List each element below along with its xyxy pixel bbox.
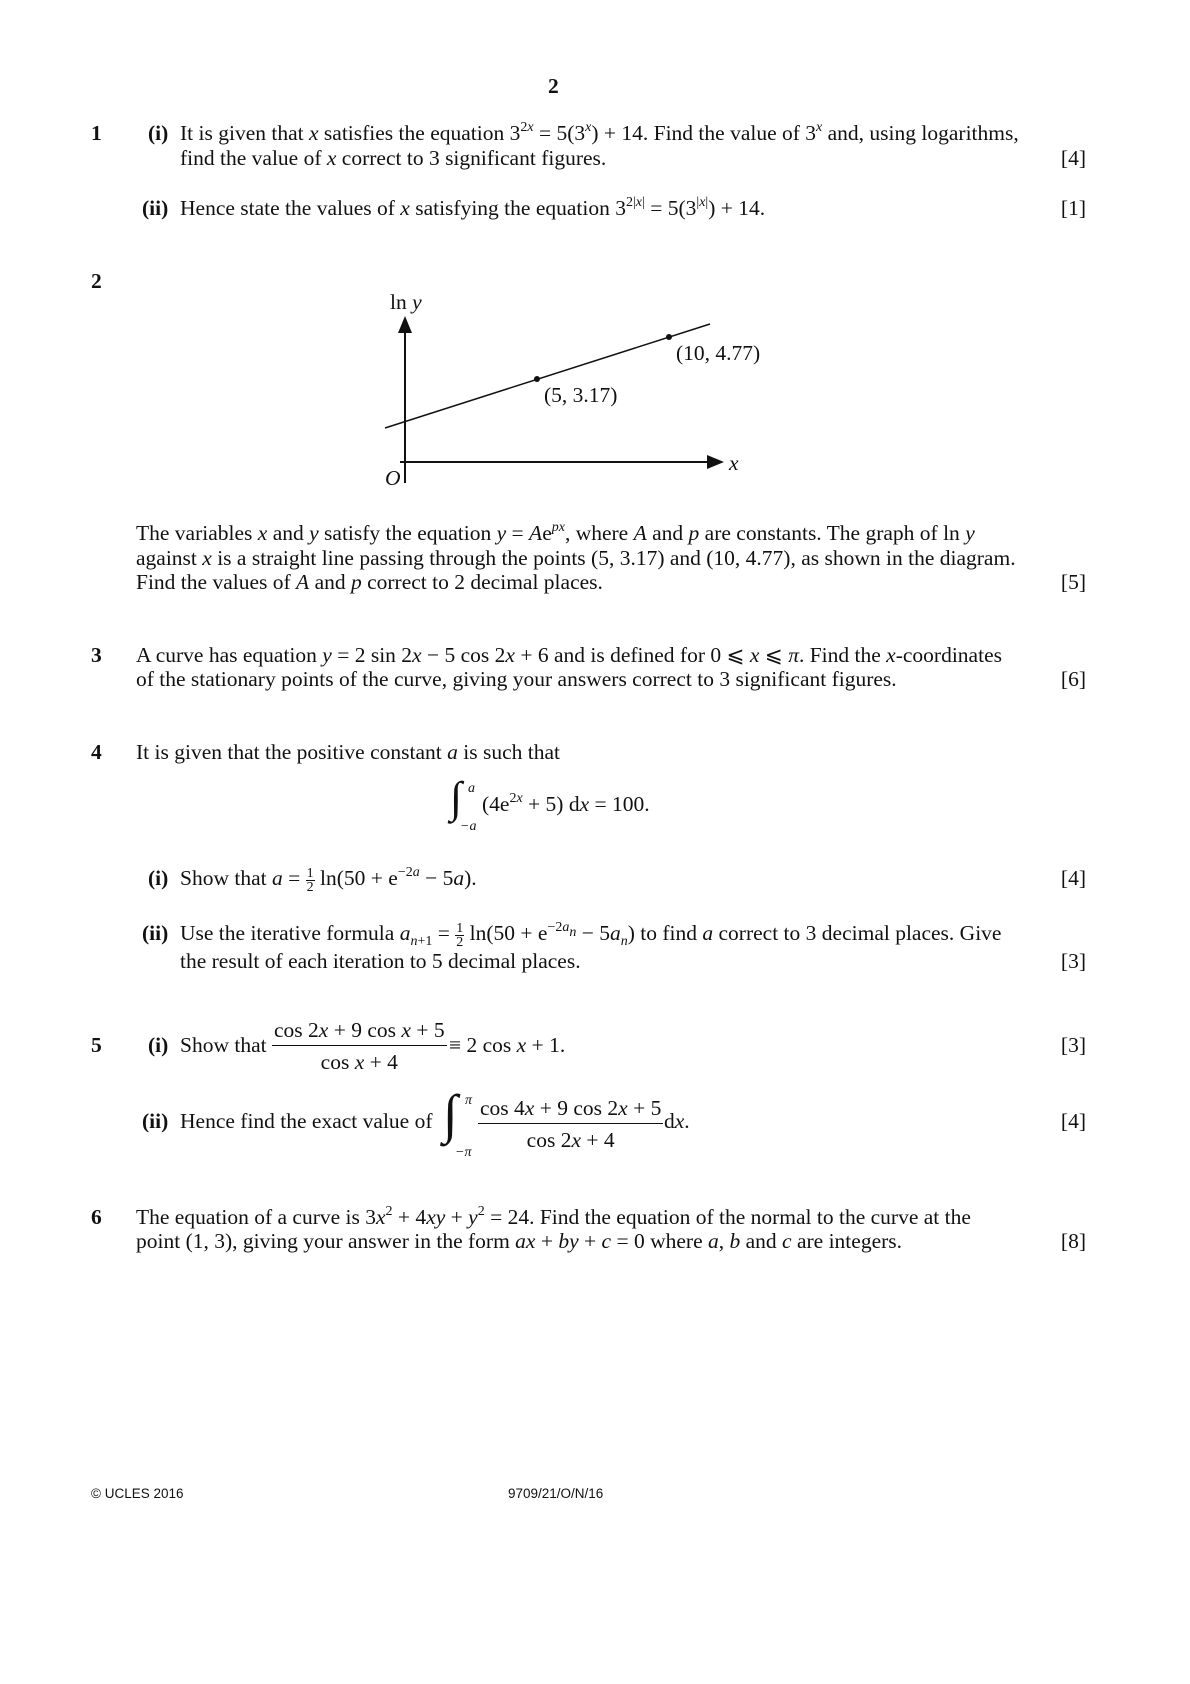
q1-part-i-marks: [4] (1060, 146, 1086, 170)
graph-point1-label: (5, 3.17) (544, 383, 618, 407)
q5-integral-upper: π (465, 1093, 473, 1108)
q6-line2: point (1, 3), giving your answer in the form ax + by + c = 0 where a, b and c are integers. (136, 1229, 903, 1253)
graph-line (385, 324, 710, 428)
q1-part-i-label: (i) (148, 121, 169, 145)
q5-part-ii-dx: dx. (664, 1109, 690, 1133)
question-number-5: 5 (91, 1033, 102, 1057)
q6-marks: [8] (1060, 1229, 1086, 1253)
q4-part-i-text: Show that a = $\frac{1}{2}$ $\ln(50 + e^{-2a} - 5a)$. (180, 865, 477, 895)
q5-part-ii-fraction: $\frac{\cos 4x + 9 \cos 2x + 5}{\cos 2x + 4}$ (480, 1096, 662, 1152)
q5-part-i-marks: [3] (1060, 1033, 1086, 1057)
q5-part-i-label: (i) (148, 1033, 169, 1057)
q2-line3: Find the values of A and p correct to 2 decimal places. (136, 570, 603, 594)
y-axis-arrow (398, 316, 412, 333)
question-number-6: 6 (91, 1205, 102, 1229)
point-5-3.17 (534, 376, 540, 382)
q1-part-ii-text: Hence state the values of x satisfying the equation $3^{2|x|} = 5(3^{|x|}) + 14$. (180, 195, 766, 220)
q5-part-ii-label: (ii) (142, 1109, 169, 1133)
q4-part-ii-marks: [3] (1060, 949, 1086, 973)
q4-part-ii-line2: the result of each iteration to 5 decimal places. (180, 949, 581, 973)
question-number-2: 2 (91, 269, 102, 293)
question-number-3: 3 (91, 643, 102, 667)
q1-part-i-line2: find the value of x correct to 3 significant figures. (180, 146, 607, 170)
q2-marks: [5] (1060, 570, 1086, 594)
page-number: 2 (548, 74, 559, 98)
q5-part-i-fraction: $\frac{\text{cos 2x + 9 cos x + 5}}{\text{cos x + 4}}$ (274, 1018, 445, 1074)
graph-point2-label: (10, 4.77) (676, 341, 761, 365)
q6-line1: The equation of a curve is $3x^2 + 4xy + y^2 = 24$. Find the equation of the normal to the curve at the (136, 1204, 971, 1229)
q1-part-ii-marks: [1] (1060, 196, 1086, 220)
q4-part-i-marks: [4] (1060, 866, 1086, 890)
question-number-1: 1 (91, 121, 102, 145)
q5-part-i-rhs: ≡ 2 cos x + 1. (449, 1033, 566, 1057)
point-10-4.77 (666, 334, 672, 340)
q5-part-i-text: Show that (180, 1033, 267, 1057)
one-half-fraction: $\frac{1}{2}$ (456, 920, 464, 950)
q1-part-i-line1: It is given that x satisfies the equation $3^{2x} = 5(3^x) + 14$. Find the value of 3$^x$ and, using logarithms, (180, 120, 1019, 145)
footer-paper-code: 9709/21/O/N/16 (508, 1486, 604, 1501)
q4-part-ii-label: (ii) (142, 921, 169, 945)
q4-integral-body: $(4e^{2x} + 5)$ dx = 100. (482, 791, 650, 816)
q5-integral-lower: −π (455, 1145, 472, 1160)
q5-part-ii-text: Hence find the exact value of (180, 1109, 433, 1133)
graph-origin-label: O (385, 466, 401, 490)
graph-y-axis-label: ln y (390, 290, 422, 314)
q4-part-i-label: (i) (148, 866, 169, 890)
q2-line1: The variables x and y satisfy the equation $y = Ae^{px}$, where A and p are constants. The graph of ln y (136, 520, 975, 545)
q3-line1: A curve has equation y = 2 sin 2x − 5 cos 2x + 6 and is defined for 0 ⩽ x ⩽ π. Find the x-coordinates (136, 643, 1002, 667)
q1-part-ii-label: (ii) (142, 196, 169, 220)
q5-part-ii-marks: [4] (1060, 1109, 1086, 1133)
one-half-fraction: $\frac{1}{2}$ (306, 865, 314, 895)
q4-integral-lower: −a (460, 819, 477, 834)
q5-integral-sign: ∫ (443, 1084, 458, 1144)
x-axis-arrow (707, 455, 724, 469)
q4-intro: It is given that the positive constant a is such that (136, 740, 560, 764)
q2-line2: against x is a straight line passing through the points (5, 3.17) and (10, 4.77), as shown in the diagram. (136, 546, 1016, 570)
question-number-4: 4 (91, 740, 102, 764)
q3-marks: [6] (1060, 667, 1086, 691)
graph-x-axis-label: x (729, 451, 739, 475)
footer-copyright: © UCLES 2016 (91, 1486, 184, 1501)
q4-part-ii-line1: Use the iterative formula $a_{n+1}$ = $\frac{1}{2}$ $\ln(50 + e^{-2a_n} - 5a_n)$ to find a correct to 3 decimal places. Give (180, 920, 1002, 950)
q4-integral-sign: ∫ (450, 773, 463, 822)
q4-integral-upper: a (468, 781, 475, 796)
q3-line2: of the stationary points of the curve, giving your answers correct to 3 significant figures. (136, 667, 897, 691)
